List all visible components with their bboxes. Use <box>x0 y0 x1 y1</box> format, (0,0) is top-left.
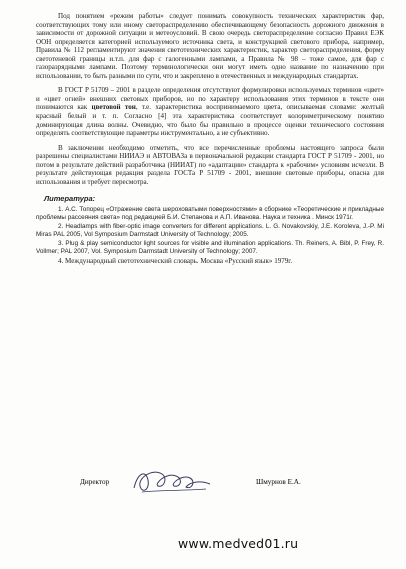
literature-title: Литература: <box>44 194 96 204</box>
reference-3: 3. Plug & play semiconductor light sources for visible and illumination applications. Th. Reiners, A. Bibl, P. Frey, R. Vollmer; PAL 2007, Vol. Symposium Darmstadt University of Technology; 2007. <box>36 240 384 256</box>
signature-name: Шмурнов Е.А. <box>256 478 301 486</box>
reference-1: 1. А.С. Топорец «Отражение света шероховатыми поверхностями» в сборнике «Теоретические и прикладные проблемы рассеяния света» под редакцией Б.И. Степанова и А.П. Иванова. Наука и техника . Минск 1971г. <box>36 206 384 222</box>
paragraph-gost-color-bold: цветовой тон <box>91 103 136 112</box>
paragraph-gost-color <box>36 86 384 137</box>
paragraph-conclusion: В заключении необходимо отметить, что все перечисленные проблемы настоящего запроса были разрешены специалистами НИИАЭ и АВТОВАЗа в первоначальной редакции стандарта ГОСТ Р 51709 - 2001, но потом в результате действий разработчика (НИИАТ) по «адаптации» стандарта к «рабочим» условиям исчезли. В результате действующая редакция раздела ГОСТа Р 51709 - 2001, внешние световые приборы, опасна для использования и требует пересмотра. <box>36 143 384 186</box>
paragraph-gost-color-part2: , т.е. характеристика воспринимаемого цвета, описываемая словами: желтый красный белый и т. п. Согласно [4] эта характеристика соответствует колориметрическому понятию доминирующая длина волны. Очевидно, что было бы правильно в процессе оценки технического состояния определять соответствующие параметры инструментально, а не субъективно. <box>36 103 385 138</box>
reference-4: 4. Международный светотехнический словарь. Москва «Русский язык» 1979г. <box>58 257 293 266</box>
handwritten-signature <box>128 464 218 500</box>
signature-role: Директор <box>80 478 110 486</box>
reference-2: 2. Headlamps with fiber-optic image converters for different applications. L. G. Novakovskiy, J.E. Koroleva, J.-P. Mi Miras PAL 2005, Vol Symposium Darmstadt University of Technology; 2005. <box>36 223 384 239</box>
footer-url: www.medved01.ru <box>178 536 299 551</box>
paragraph-gost-color-part1: В ГОСТ Р 51709 – 2001 в разделе определения отсутствуют формулировки используемых терминов «цвет» и «цвет огней» внешних световых приборов, но по характеру использования этих терминов в тексте они понимаются как <box>36 86 384 112</box>
paragraph-operating-mode: Под понятием «режим работы» следует понимать совокупность технических характеристик фар, соответствующих тому или иному светораспределению обеспечивающему безопасность дорожного движения в зависимости от дорожной ситуации и метеоусловий. В свою очередь светораспределение согласно Правил ЕЭК ООН определяется категорией используемого источника света, и конструкцией светового прибора, например, Правила № 112 регламентируют значения светотехнических характеристик, характер светораспределения, форму светотеневой границы и.т.п. для фар с галогенными лампами, а Правила № 98 – тоже самое, для фар с газоразрядными лампами. Поэтому терминологически они могут иметь одно название по назначению при использовании, то быть разными по сути, что и закреплено в отечественных и международных стандартах. <box>36 12 384 80</box>
signature-block <box>80 468 380 508</box>
